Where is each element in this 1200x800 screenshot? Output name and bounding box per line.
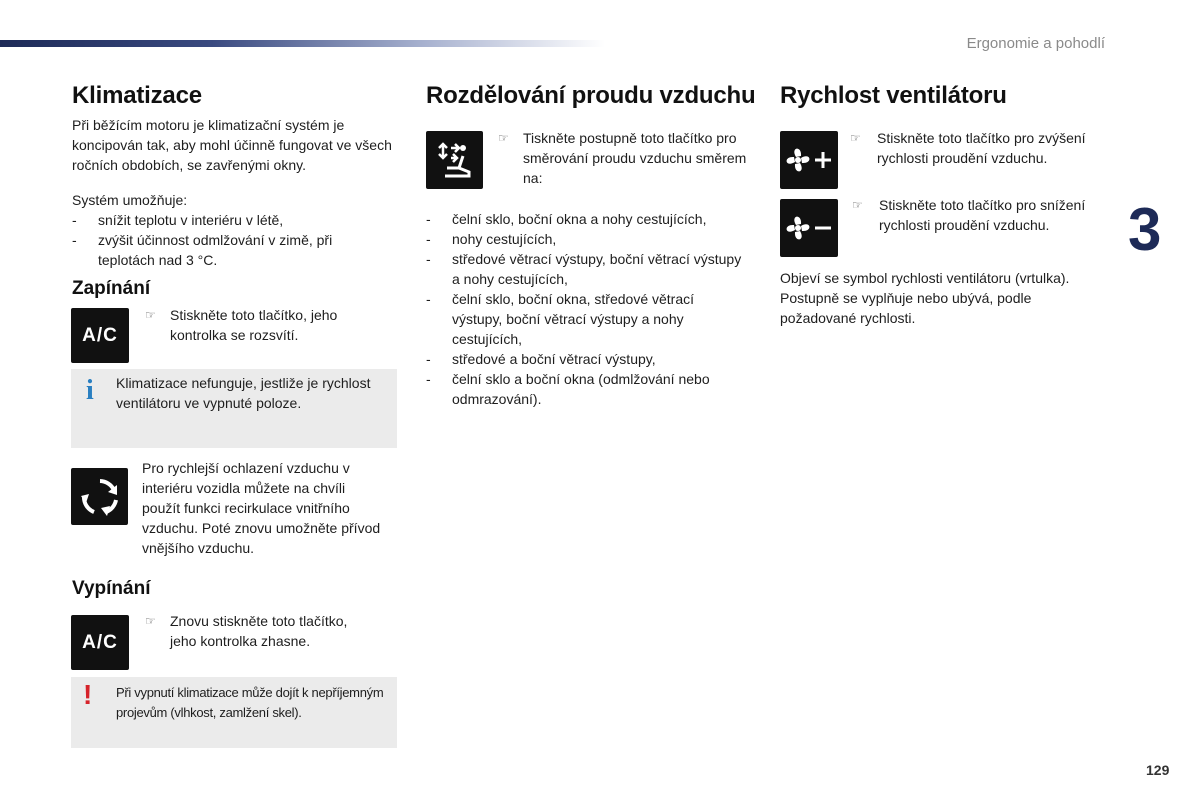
air-distribution-icon — [433, 138, 477, 182]
info-icon: i — [86, 375, 94, 406]
fan-increase-button[interactable] — [780, 131, 838, 189]
title-klimatizace: Klimatizace — [72, 82, 202, 109]
distribution-list — [424, 209, 744, 409]
pointer-icon: ☞ — [145, 614, 156, 628]
section-title: Ergonomie a pohodlí — [966, 35, 1105, 52]
title-rychlost-ventilatoru: Rychlost ventilátoru — [780, 82, 1007, 109]
ac-button-off[interactable]: A/C — [71, 615, 129, 670]
recirculation-button[interactable] — [71, 468, 128, 525]
warning-note-text: Při vypnutí klimatizace může dojít k nepříjemným projevům (vlhkost, zamlžení skel). — [116, 685, 384, 720]
fan-note: Objeví se symbol rychlosti ventilátoru (vrtulka). Postupně se vyplňuje nebo ubývá, podle požadované rychlosti. — [780, 270, 1070, 326]
allows-label: Systém umožňuje: — [72, 192, 188, 208]
allows-list — [70, 210, 380, 270]
title-rozdelovani: Rozdělování proudu vzduchu — [426, 82, 756, 109]
list-item: - snížit teplotu v interiéru v létě, — [70, 210, 380, 230]
pointer-icon: ☞ — [852, 198, 863, 212]
header-gradient-bar — [0, 40, 605, 47]
recirculation-text: Pro rychlejší ochlazení vzduchu v interiéru vozidla můžete na chvíli použít funkci recirkulace vnitřního vzduchu. Poté znovu umožněte přívod vnějšího vzduchu. — [142, 460, 381, 556]
instruction-on: Stiskněte toto tlačítko, jeho kontrolka se rozsvítí. — [170, 307, 338, 343]
instruction-off: Znovu stiskněte toto tlačítko, jeho kontrolka zhasne. — [170, 613, 348, 649]
distribution-instruction: Tiskněte postupně toto tlačítko pro směrování proudu vzduchu směrem na: — [523, 130, 747, 186]
fan-plus-icon — [783, 140, 835, 180]
pointer-icon: ☞ — [850, 131, 861, 145]
fan-increase-text: Stiskněte toto tlačítko pro zvýšení rychlosti proudění vzduchu. — [877, 130, 1086, 166]
list-item: - středové větrací výstupy, boční větrací výstupy a nohy cestujících, — [424, 249, 744, 289]
title-vypinani: Vypínání — [72, 578, 151, 599]
info-note-box — [71, 369, 397, 448]
list-item: - zvýšit účinnost odmlžování v zimě, při teplotách nad 3 °C. — [70, 230, 380, 270]
ac-button-on[interactable]: A/C — [71, 308, 129, 363]
fan-decrease-text: Stiskněte toto tlačítko pro snížení rychlosti proudění vzduchu. — [879, 197, 1086, 233]
page-number: 129 — [1146, 762, 1170, 778]
recirculation-icon — [79, 476, 121, 518]
pointer-icon: ☞ — [145, 308, 156, 322]
info-note-text: Klimatizace nefunguje, jestliže je rychlost ventilátoru ve vypnuté poloze. — [116, 375, 371, 411]
list-item: - čelní sklo, boční okna a nohy cestujících, — [424, 209, 744, 229]
list-item: - středové a boční větrací výstupy, — [424, 349, 744, 369]
fan-minus-icon — [783, 208, 835, 248]
list-item: - nohy cestujících, — [424, 229, 744, 249]
intro-text: Při běžícím motoru je klimatizační systém je koncipován tak, aby mohl účinně fungovat ve všech ročních obdobích, se zavřenými okny. — [72, 117, 392, 173]
warning-note-box — [71, 677, 397, 748]
list-item: - čelní sklo, boční okna, středové větrací výstupy, boční větrací výstupy a nohy cestujících, — [424, 289, 744, 349]
chapter-number: 3 — [1128, 196, 1162, 263]
title-zapinani: Zapínání — [72, 278, 151, 299]
fan-decrease-button[interactable] — [780, 199, 838, 257]
warning-icon: ! — [83, 679, 93, 710]
air-distribution-button[interactable] — [426, 131, 483, 189]
list-item: - čelní sklo a boční okna (odmlžování nebo odmrazování). — [424, 369, 744, 409]
pointer-icon: ☞ — [498, 131, 509, 145]
